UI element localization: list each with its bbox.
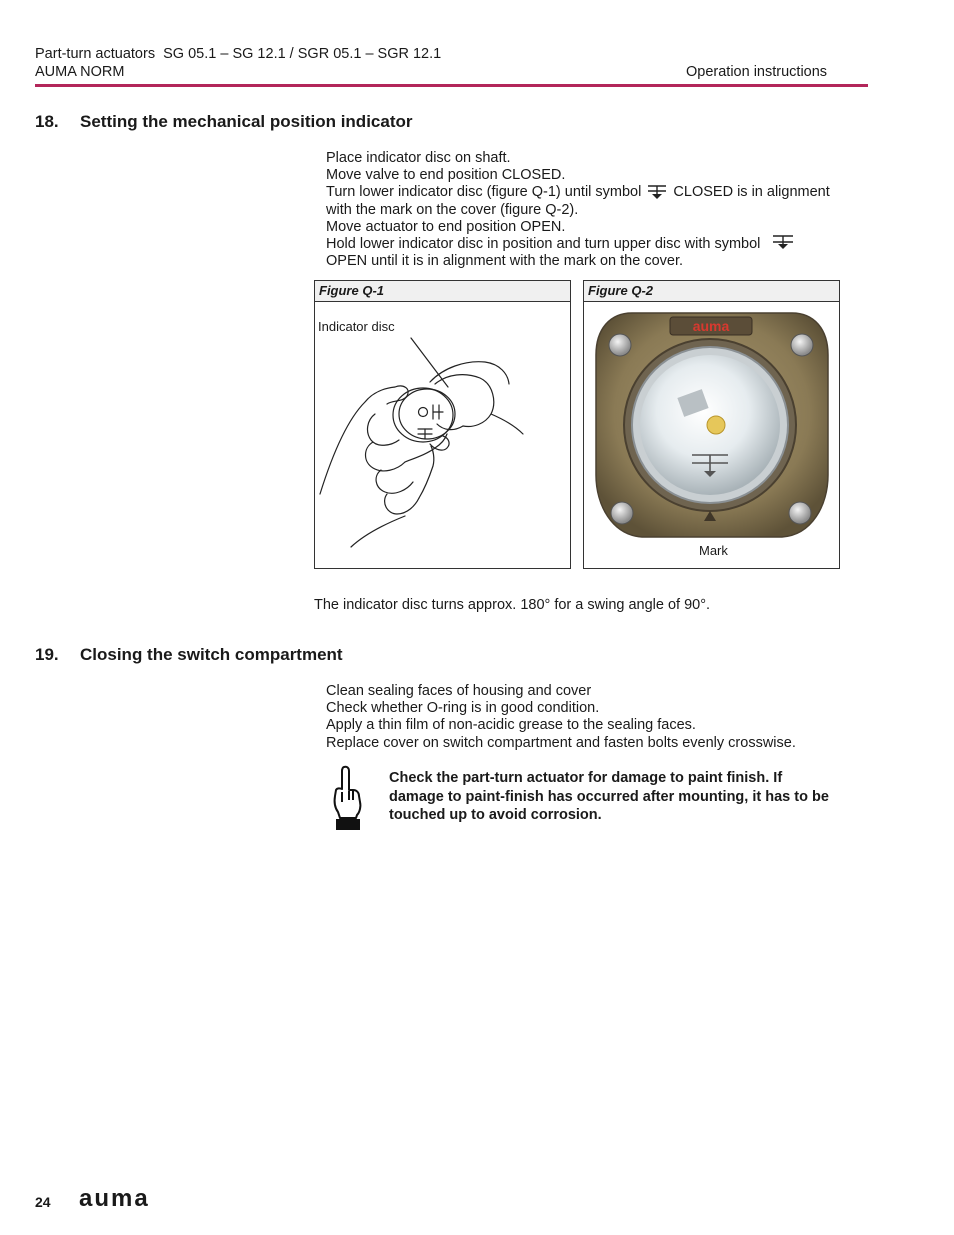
header-rule	[35, 84, 868, 87]
indicator-cover-photo	[592, 305, 832, 545]
figure-q2-caption: Figure Q-2	[584, 281, 839, 302]
section-18-title: Setting the mechanical position indicator	[80, 112, 413, 131]
instruction-line: Move valve to end position CLOSED.	[326, 167, 566, 184]
instruction-line	[326, 236, 830, 253]
instruction-line: with the mark on the cover (figure Q-2).	[326, 201, 579, 218]
section-18-heading	[35, 112, 413, 132]
instruction-line: Move actuator to end position OPEN.	[326, 218, 566, 235]
header-doc-type: Operation instructions	[686, 64, 828, 80]
section-19-instructions	[326, 683, 796, 752]
figure-q2	[583, 280, 840, 569]
header-title-line1: Part-turn actuators SG 05.1 – SG 12.1 / SGR 05.1 – SGR 12.1	[35, 46, 442, 62]
section-18-note: The indicator disc turns approx. 180° for a swing angle of 90°.	[314, 597, 711, 613]
instruction-line	[326, 184, 830, 201]
auma-plate-text: auma	[692, 318, 730, 334]
warning-line: touched up to avoid corrosion.	[389, 807, 602, 824]
header-title-line2: AUMA NORM	[35, 64, 125, 80]
indicator-disc-label: Indicator disc	[318, 319, 395, 334]
open-symbol-icon	[772, 234, 794, 250]
warning-line: damage to paint-finish has occurred after mounting, it has to be	[389, 788, 829, 805]
instruction-line: Apply a thin film of non-acidic grease to the sealing faces.	[326, 717, 696, 734]
instruction-line: OPEN until it is in alignment with the mark on the cover.	[326, 253, 684, 270]
instruction-text: Hold lower indicator disc in position and turn upper disc with symbol	[326, 236, 761, 253]
section-19-heading	[35, 645, 343, 665]
instruction-text: CLOSED is in alignment	[673, 184, 830, 201]
instruction-line: Check whether O-ring is in good condition.	[326, 700, 600, 717]
section-18-instructions	[326, 150, 830, 270]
warning-text	[389, 769, 829, 825]
section-18-number: 18.	[35, 112, 59, 131]
section-19-number: 19.	[35, 645, 59, 664]
warning-line: Check the part-turn actuator for damage to paint finish. If	[389, 770, 783, 786]
instruction-line: Clean sealing faces of housing and cover	[326, 683, 592, 699]
page-number: 24	[35, 1194, 51, 1210]
hand-with-indicator-disc-illustration	[315, 302, 570, 567]
pointing-hand-icon	[330, 764, 366, 832]
instruction-text: Turn lower indicator disc (figure Q-1) until symbol	[326, 184, 642, 201]
figure-q1-caption: Figure Q-1	[315, 281, 570, 302]
mark-label: Mark	[699, 543, 728, 558]
section-19-title: Closing the switch compartment	[80, 645, 343, 664]
instruction-line: Replace cover on switch compartment and fasten bolts evenly crosswise.	[326, 734, 796, 751]
instruction-line: Place indicator disc on shaft.	[326, 150, 511, 166]
closed-symbol-icon	[647, 183, 667, 199]
figure-q1	[314, 280, 571, 569]
footer-logo: auma	[79, 1185, 150, 1212]
